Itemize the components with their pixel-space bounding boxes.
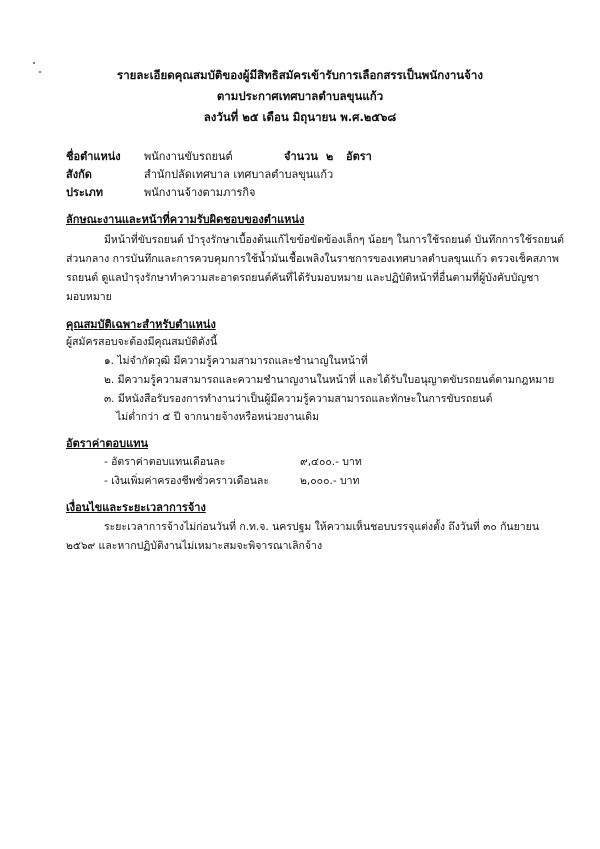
doc-title-line-2: ตามประกาศเทศบาลตำบลขุนแก้ว bbox=[216, 89, 384, 103]
duties-line: รถยนต์ ดูแลบำรุงรักษาทำความสะอาดรถยนต์คันที่ได้รับมอบหมาย และปฏิบัติหน้าที่อื่นตามที่ผู้บังคับบัญชา bbox=[66, 272, 540, 284]
terms-line-1: ระยะเวลาการจ้างไม่ก่อนวันที่ ก.ท.จ. นครปฐม ให้ความเห็นชอบบรรจุแต่งตั้ง ถึงวันที่ ๓๐ กันยายน bbox=[104, 521, 539, 533]
qualifications-intro: ผู้สมัครสอบจะต้องมีคุณสมบัติดังนี้ bbox=[66, 336, 218, 348]
qualifications-heading: คุณสมบัติเฉพาะสำหรับตำแหน่ง bbox=[66, 318, 216, 331]
position-count-label: จำนวน bbox=[284, 150, 318, 163]
qualification-item-1: ๑. ไม่จำกัดวุฒิ มีความรู้ความสามารถและชำนาญในหน้าที่ bbox=[104, 355, 368, 367]
duties-line: มอบหมาย bbox=[66, 291, 112, 303]
qualification-item-3-cont: ไม่ต่ำกว่า ๕ ปี จากนายจ้างหรือหน่วยงานเดิม bbox=[116, 411, 320, 423]
position-count-unit: อัตรา bbox=[346, 150, 372, 163]
doc-title-line-3: ลงวันที่ ๒๕ เดือน มิถุนายน พ.ศ.๒๕๖๘ bbox=[203, 110, 397, 124]
compensation-row-amount: ๒,๐๐๐.- บาท bbox=[300, 475, 360, 487]
qualification-item-3: ๓. มีหนังสือรับรองการทำงานว่าเป็นผู้มีความรู้ความสามารถและทักษะในการขับรถยนต์ bbox=[104, 393, 493, 405]
compensation-row-label: - อัตราค่าตอบแทนเดือนละ bbox=[104, 456, 226, 468]
position-name-label: ชื่อตำแหน่ง bbox=[66, 150, 121, 163]
position-type-value: พนักงานจ้างตามภารกิจ bbox=[144, 186, 256, 199]
position-count-value: ๒ bbox=[326, 150, 334, 163]
compensation-row-label: - เงินเพิ่มค่าครองชีพชั่วคราวเดือนละ bbox=[104, 475, 269, 487]
doc-title-line-1: รายละเอียดคุณสมบัติของผู้มีสิทธิสมัครเข้ารับการเลือกสรรเป็นพนักงานจ้าง bbox=[117, 68, 483, 82]
duties-line: ส่วนกลาง การบันทึกและการควบคุมการใช้น้ำมันเชื้อเพลิงในราชการของเทศบาลตำบลขุนแก้ว ตรวจเช็คสภาพ bbox=[66, 253, 559, 265]
position-unit-value: สำนักปลัดเทศบาล เทศบาลตำบลขุนแก้ว bbox=[144, 168, 334, 181]
duties-heading: ลักษณะงานและหน้าที่ความรับผิดชอบของตำแหน่ง bbox=[66, 213, 305, 226]
scan-speck bbox=[33, 62, 35, 64]
terms-heading: เงื่อนไขและระยะเวลาการจ้าง bbox=[66, 501, 206, 514]
compensation-row-amount: ๙,๔๐๐.- บาท bbox=[300, 456, 362, 468]
terms-line-2: ๒๕๖๙ และหากปฏิบัติงานไม่เหมาะสมจะพิจารณาเลิกจ้าง bbox=[66, 540, 323, 552]
qualification-item-2: ๒. มีความรู้ความสามารถและความชำนาญงานในหน้าที่ และได้รับใบอนุญาตขับรถยนต์ตามกฎหมาย bbox=[104, 374, 555, 386]
position-unit-label: สังกัด bbox=[66, 168, 92, 181]
duties-line: มีหน้าที่ขับรถยนต์ บำรุงรักษาเบื้องต้นแก้ไขข้อขัดข้องเล็กๆ น้อยๆ ในการใช้รถยนต์ บันทึกการใช้รถยนต์ bbox=[104, 234, 564, 246]
compensation-heading: อัตราค่าตอบแทน bbox=[66, 437, 148, 450]
position-type-label: ประเภท bbox=[66, 186, 104, 199]
position-name-value: พนักงานขับรถยนต์ bbox=[144, 150, 233, 163]
